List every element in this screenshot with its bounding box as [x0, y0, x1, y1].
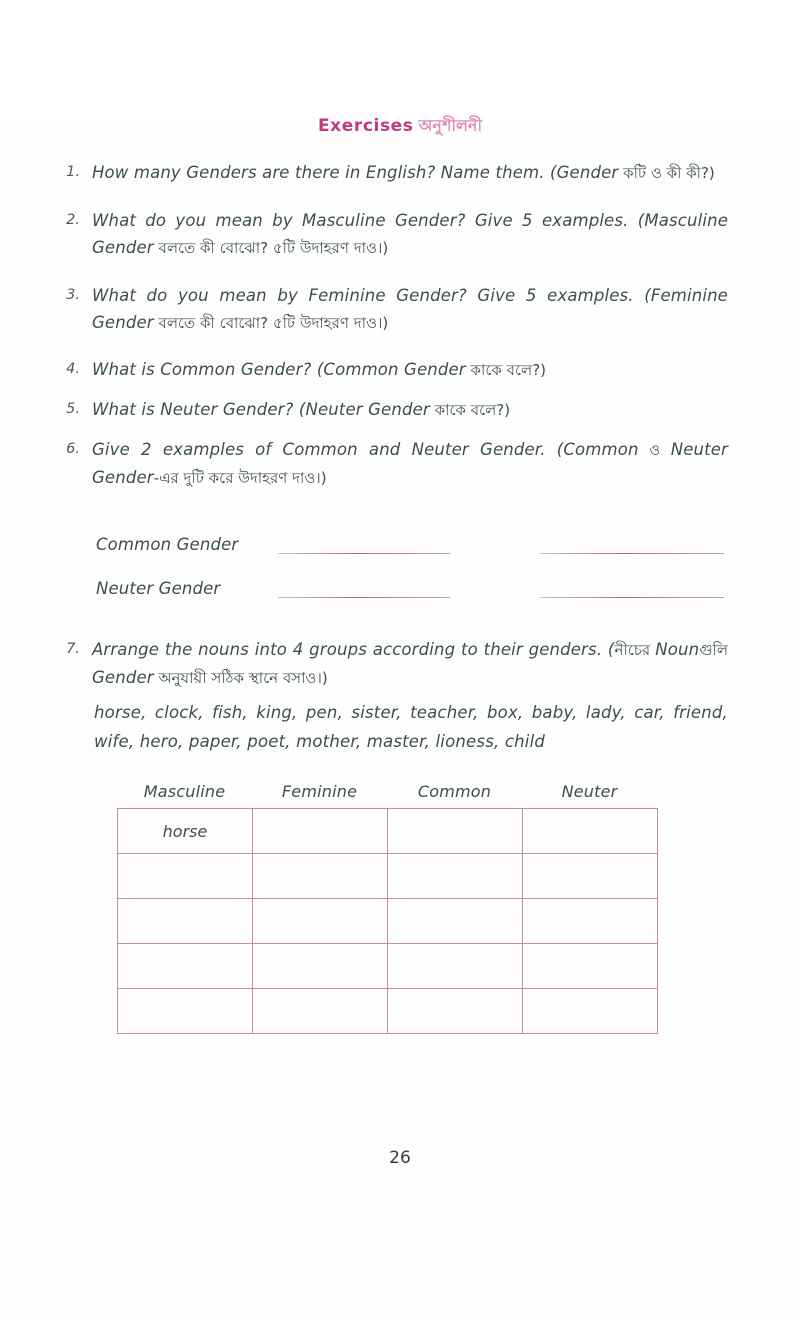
- gender-table-header-neuter: Neuter: [561, 782, 618, 801]
- question-2-english: What do you mean by Masculine Gender? Give 5 examples. (Masculine Gender: [92, 211, 728, 257]
- table-row: [118, 944, 658, 989]
- table-cell[interactable]: [388, 989, 523, 1034]
- page-title-english: Exercises: [317, 116, 414, 136]
- answer-row-neuter-gender: [96, 566, 738, 610]
- question-text-5: [92, 396, 728, 424]
- question-7-english-3: Gender: [92, 668, 154, 687]
- table-cell[interactable]: [523, 854, 658, 899]
- noun-word-bank: horse, clock, fish, king, pen, sister, teacher, box, baby, lady, car, friend, wife, hero, paper, poet, mother, master, lioness, child: [94, 703, 728, 751]
- worksheet-page: [0, 118, 800, 1318]
- question-text-1: [92, 159, 728, 187]
- table-cell[interactable]: [388, 854, 523, 899]
- table-cell[interactable]: [253, 944, 388, 989]
- question-7-english: Arrange the nouns into 4 groups according to their genders. (: [92, 640, 615, 659]
- question-text-7: [92, 636, 728, 692]
- exercise-question-list: [0, 135, 800, 492]
- question-1-english: How many Genders are there in English? Name them. (: [92, 163, 557, 182]
- table-cell[interactable]: [118, 899, 253, 944]
- question-1-keyword: Gender: [556, 163, 619, 182]
- table-cell[interactable]: [253, 989, 388, 1034]
- gender-table-header-common: Common: [417, 782, 492, 801]
- table-row: [118, 989, 658, 1034]
- page-title-bengali: অনুশীলনী: [418, 116, 483, 135]
- question-number-3: 3.: [66, 287, 80, 303]
- question-7-english-2: Noun: [655, 640, 700, 659]
- table-cell[interactable]: [523, 944, 658, 989]
- table-cell[interactable]: [388, 809, 523, 854]
- question-text-6: [92, 436, 728, 492]
- question-6-bengali: -এর দুটি করে উদাহরণ দাও।): [153, 469, 327, 487]
- question-number-1: 1.: [66, 164, 80, 180]
- gender-table-header-row: [117, 782, 657, 801]
- question-number-7: 7.: [66, 641, 80, 657]
- table-cell[interactable]: [118, 989, 253, 1034]
- question-item-2: [62, 187, 728, 262]
- question-item-4: [62, 337, 728, 384]
- question-number-6: 6.: [66, 441, 80, 457]
- gender-table-header-feminine: Feminine: [281, 782, 358, 801]
- table-row: [118, 809, 658, 854]
- question-6-english-2: Neuter Gender: [92, 440, 728, 487]
- answer-label-neuter-gender: Neuter Gender: [96, 578, 221, 598]
- answer-blank-neuter-2[interactable]: [540, 597, 724, 598]
- table-cell[interactable]: [388, 944, 523, 989]
- question-1-bengali: কটি ও কী কী?): [618, 164, 715, 182]
- question-7-bengali-2: গুলি: [699, 641, 728, 659]
- question-5-bengali: কাকে বলে?): [429, 401, 511, 419]
- page-title: [0, 118, 800, 135]
- question-text-2: [92, 207, 728, 262]
- table-cell[interactable]: [118, 944, 253, 989]
- question-2-bengali: বলতে কী বোঝো? ৫টি উদাহরণ দাও।): [153, 239, 389, 257]
- question-7-bengali: অনুযায়ী সঠিক স্থানে বসাও।): [153, 669, 328, 687]
- question-3-bengali: বলতে কী বোঝো? ৫টি উদাহরণ দাও।): [153, 314, 389, 332]
- question-number-5: 5.: [66, 401, 80, 417]
- question-6-bengali-mid: ও: [638, 441, 671, 459]
- page-number: 26: [389, 1148, 411, 1168]
- question-item-6: [62, 424, 728, 492]
- question-text-3: [92, 282, 728, 337]
- answer-blank-common-1[interactable]: [278, 553, 450, 554]
- question-4-bengali: কাকে বলে?): [465, 361, 547, 379]
- question-item-7: [62, 610, 728, 692]
- answer-blank-neuter-1[interactable]: [278, 597, 450, 598]
- table-cell[interactable]: [253, 854, 388, 899]
- answer-blank-common-2[interactable]: [540, 553, 724, 554]
- question-item-3: [62, 262, 728, 337]
- table-cell[interactable]: [253, 899, 388, 944]
- answer-label-common-gender: Common Gender: [96, 534, 239, 554]
- question-number-2: 2.: [66, 212, 80, 228]
- gender-classification-table: [117, 808, 658, 1034]
- table-row: [118, 899, 658, 944]
- question-3-english: What do you mean by Feminine Gender? Give 5 examples. (Feminine Gender: [92, 286, 728, 332]
- table-cell[interactable]: [118, 854, 253, 899]
- question-7-bengali-mid: নীচের: [614, 641, 656, 659]
- table-cell[interactable]: horse: [118, 809, 253, 854]
- table-cell[interactable]: [253, 809, 388, 854]
- question-6-english: Give 2 examples of Common and Neuter Gender. (Common: [92, 440, 639, 459]
- table-cell[interactable]: [388, 899, 523, 944]
- answer-row-common-gender: [96, 522, 738, 566]
- gender-table-header-masculine: Masculine: [143, 782, 226, 801]
- question-4-english: What is Common Gender? (Common Gender: [92, 360, 466, 379]
- table-cell[interactable]: [523, 899, 658, 944]
- question-number-4: 4.: [66, 361, 80, 377]
- table-row: [118, 854, 658, 899]
- table-cell[interactable]: [523, 989, 658, 1034]
- answer-line-group: [0, 522, 800, 610]
- question-text-4: [92, 356, 728, 384]
- question-5-english: What is Neuter Gender? (Neuter Gender: [92, 400, 430, 419]
- question-item-1: [62, 135, 728, 187]
- gender-table-wrapper: [117, 782, 657, 1034]
- table-cell[interactable]: [523, 809, 658, 854]
- question-item-5: [62, 384, 728, 424]
